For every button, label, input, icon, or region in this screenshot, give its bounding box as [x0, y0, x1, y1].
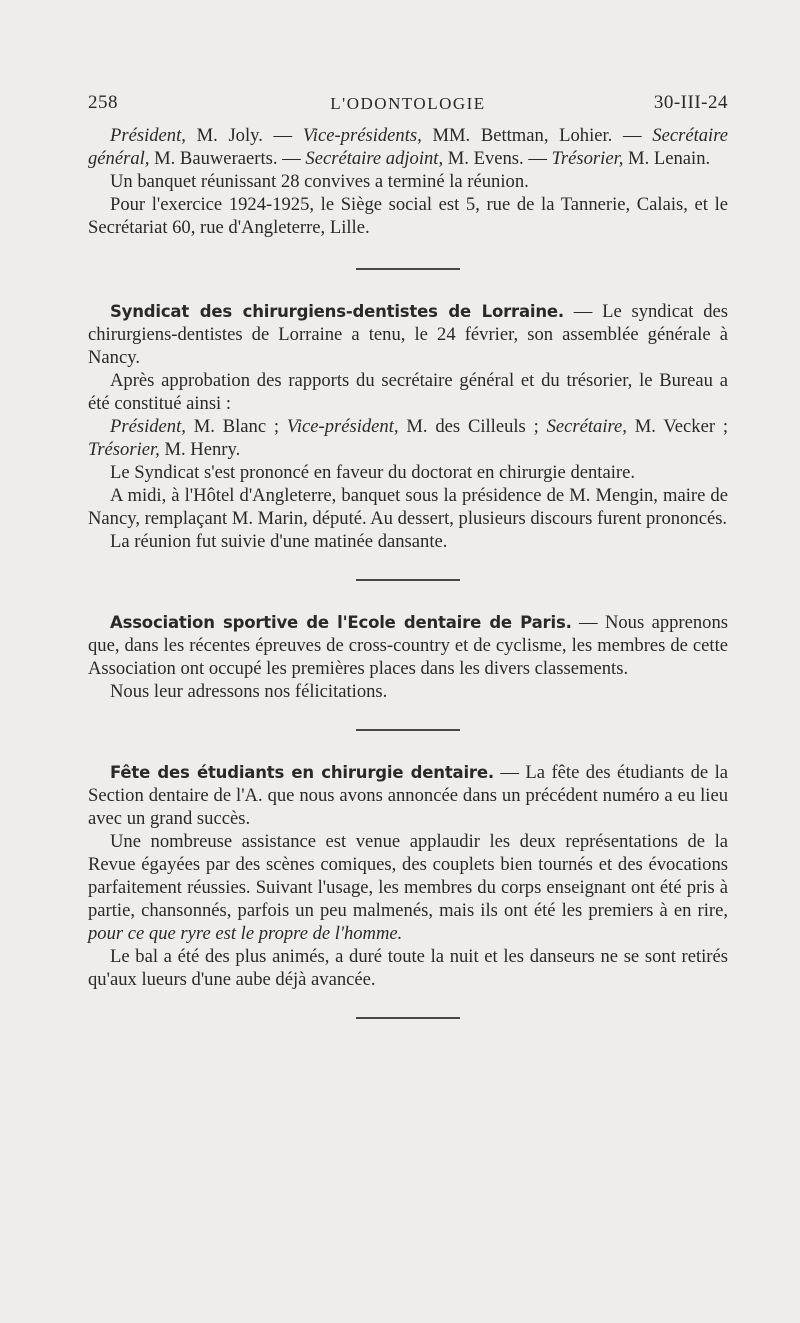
paragraph: [88, 830, 728, 945]
section-divider: [356, 579, 460, 581]
section-divider: [356, 268, 460, 270]
role-label: Secrétaire,: [546, 416, 627, 437]
journal-title: L'ODONTOLOGIE: [330, 94, 486, 113]
role-label: Secrétaire adjoint,: [305, 148, 444, 169]
paragraph-text: — Le syndicat des chirurgiens-dentistes de Lorraine a tenu, le 24 février, son assemblée générale à Nancy.: [88, 301, 728, 368]
role-label: Vice-présidents,: [302, 125, 422, 146]
paragraph: Le bal a été des plus animés, a duré toute la nuit et les danseurs ne se sont retirés qu'aux lueurs d'une aube déjà avancée.: [88, 946, 728, 990]
paragraph: A midi, à l'Hôtel d'Angleterre, banquet sous la présidence de M. Mengin, maire de Nancy, remplaçant M. Marin, député. Au dessert, plusieurs discours furent prononcés.: [88, 485, 728, 529]
paragraph-text: Une nombreuse assistance est venue applaudir les deux représentations de la Revue égayées par des scènes comiques, des couplets bien tournés et des évocations parfaitement réussies. Suivant l'usage, les membres du corps enseignant ont été pris à partie, chansonnés, parfois un peu malmenés, mais ils ont été les premiers à en rire,: [88, 831, 728, 921]
section-divider: [356, 729, 460, 731]
officer-name: M. Joly. —: [185, 125, 303, 146]
banquet-paragraph: Un banquet réunissant 28 convives a terminé la réunion.: [110, 171, 529, 192]
paragraph: Le Syndicat s'est prononcé en faveur du doctorat en chirurgie dentaire.: [110, 462, 635, 483]
role-label: Secrétaire général,: [88, 125, 728, 169]
role-label: Trésorier,: [551, 148, 624, 169]
section-sportive-intro: [88, 611, 728, 680]
role-label: Président,: [110, 416, 186, 437]
paragraph: Après approbation des rapports du secrétaire général et du trésorier, le Bureau a été constitué ainsi :: [88, 370, 728, 414]
officer-name: M. Bauweraerts. —: [149, 148, 306, 169]
section-heading: Fête des étudiants en chirurgie dentaire.: [110, 763, 494, 782]
paragraph-text: — La fête des étudiants de la Section dentaire de l'A. que nous avons annoncée dans un précédent numéro a eu lieu avec un grand succès.: [88, 762, 728, 829]
section-heading: Association sportive de l'Ecole dentaire de Paris.: [110, 613, 572, 632]
section-divider: [356, 1017, 460, 1019]
paragraph: Nous leur adressons nos félicitations.: [110, 681, 388, 702]
bureau-paragraph: [88, 415, 728, 461]
role-label: Président,: [110, 125, 186, 146]
section-fete-intro: [88, 761, 728, 830]
officer-name: M. Vecker ;: [626, 416, 728, 437]
officer-name: M. des Cilleuls ;: [398, 416, 547, 437]
officers-paragraph: [88, 124, 728, 170]
section-heading: Syndicat des chirurgiens-dentistes de Lorraine.: [110, 302, 564, 321]
running-header: [88, 92, 728, 120]
paragraph-text: — Nous apprenons que, dans les récentes épreuves de cross-country et de cyclisme, les membres de cette Association ont occupé les premières places dans les divers classements.: [88, 612, 728, 679]
issue-date: 30-III-24: [653, 92, 728, 113]
role-label: Vice-président,: [286, 416, 399, 437]
officer-name: M. Blanc ;: [185, 416, 287, 437]
officer-name: M. Evens. —: [443, 148, 552, 169]
role-label: Trésorier,: [88, 439, 160, 460]
paragraph: La réunion fut suivie d'une matinée dansante.: [110, 531, 448, 552]
quote: pour ce que ryre est le propre de l'homme.: [88, 923, 403, 944]
officer-name: M. Henry.: [159, 439, 241, 460]
page-number: 258: [88, 92, 118, 113]
section-lorraine-intro: [88, 300, 728, 369]
officer-name: M. Lenain.: [623, 148, 711, 169]
officer-name: MM. Bettman, Lohier. —: [421, 125, 653, 146]
siege-paragraph: Pour l'exercice 1924-1925, le Siège social est 5, rue de la Tannerie, Calais, et le Secrétariat 60, rue d'Angleterre, Lille.: [88, 194, 728, 238]
article-body: [88, 124, 728, 1019]
